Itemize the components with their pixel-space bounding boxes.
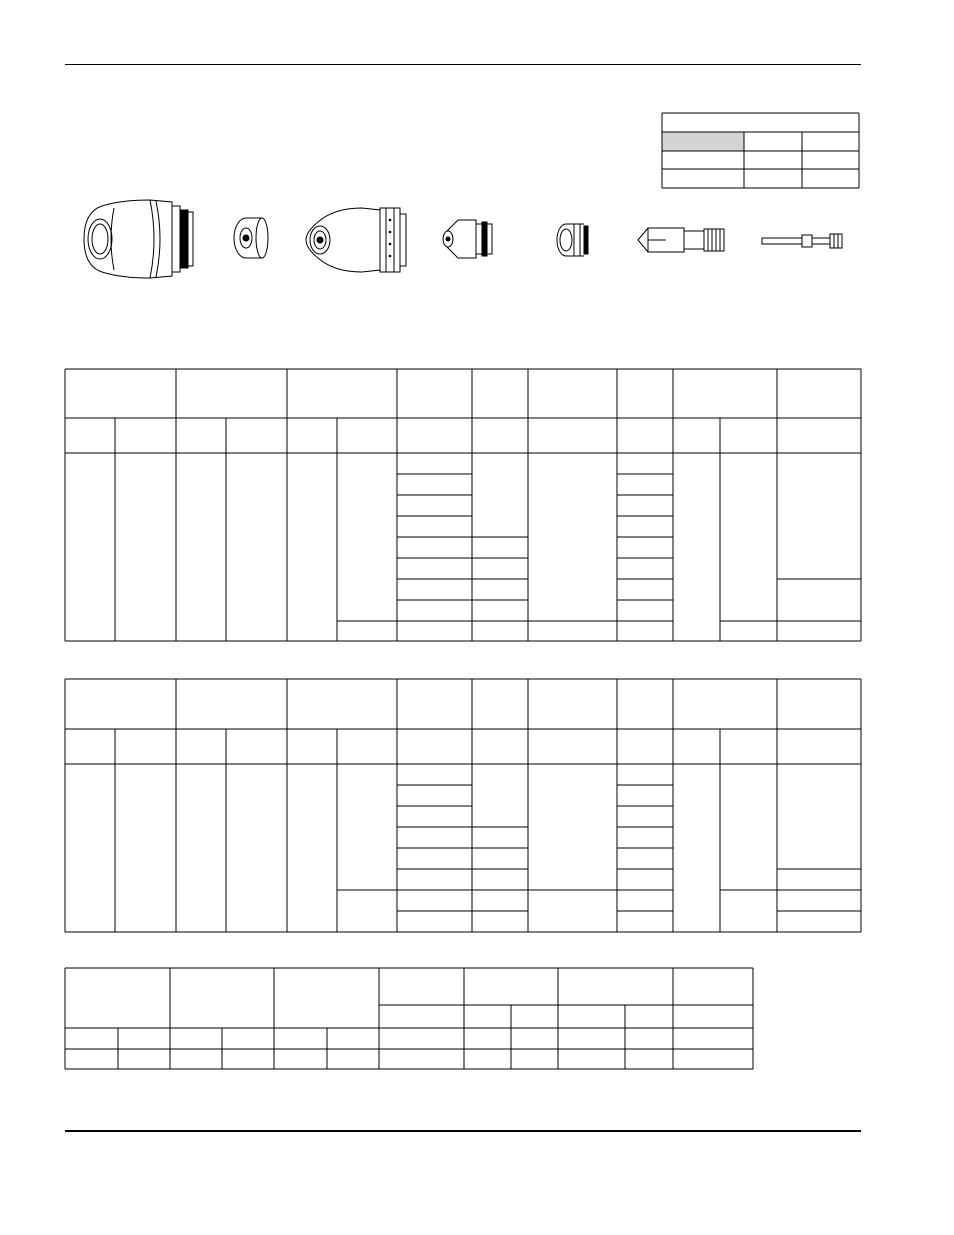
cut-chart-table-1 — [65, 369, 861, 641]
cut-chart-table-2 — [65, 679, 861, 932]
footer-rule — [65, 1130, 861, 1132]
cut-chart-table-3 — [65, 968, 753, 1069]
legend-table — [662, 113, 859, 188]
